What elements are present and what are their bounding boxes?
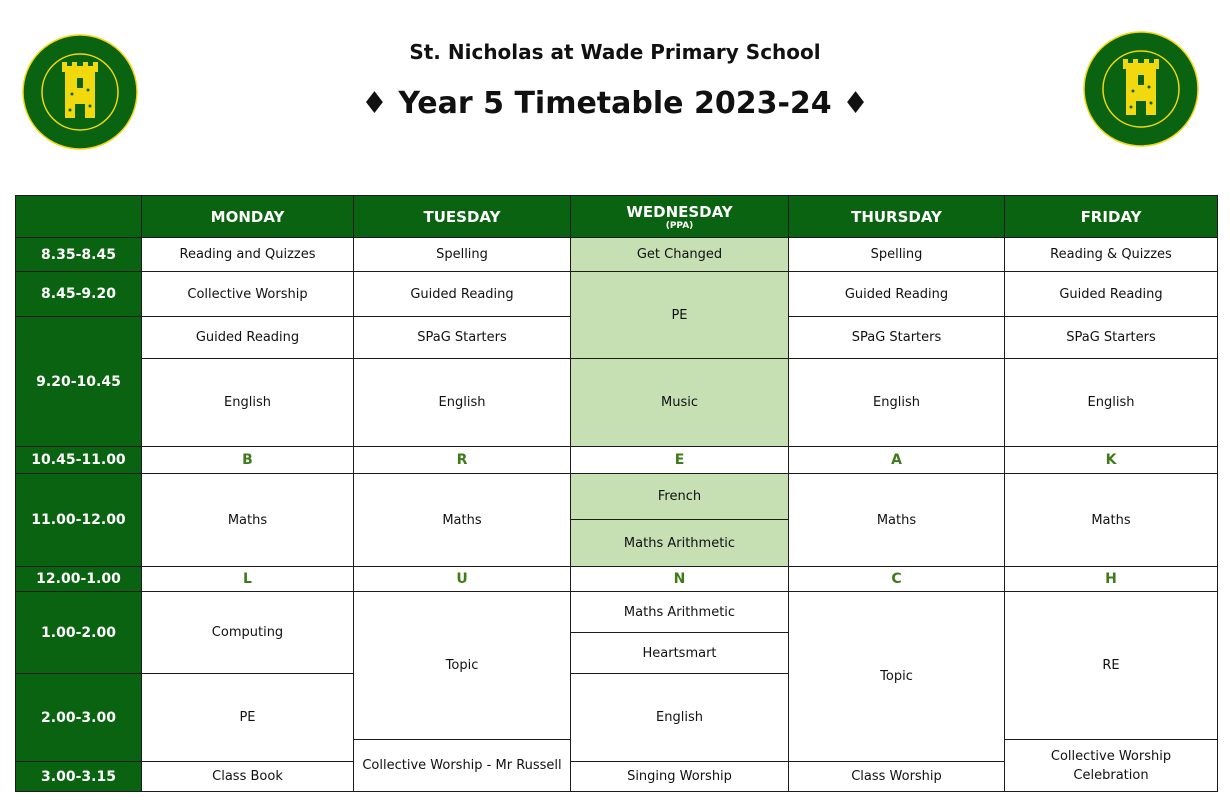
lesson-cell: SPaG Starters [354, 317, 571, 359]
day-header-friday: FRIDAY [1005, 196, 1218, 238]
lesson-cell: French [571, 474, 789, 520]
lesson-cell: Spelling [354, 238, 571, 272]
lesson-cell: Maths [354, 474, 571, 567]
break-row [16, 447, 1218, 474]
lunch-row [16, 567, 1218, 592]
day-header-monday: MONDAY [142, 196, 354, 238]
lesson-cell: Get Changed [571, 238, 789, 272]
lesson-cell: Music [571, 359, 789, 447]
time-slot: 2.00-3.00 [16, 674, 142, 762]
table-row [16, 272, 1218, 317]
lesson-cell: Computing [142, 592, 354, 674]
lunch-letter: U [354, 567, 571, 592]
table-row [16, 359, 1218, 447]
time-slot: 8.35-8.45 [16, 238, 142, 272]
school-name: St. Nicholas at Wade Primary School [409, 40, 821, 64]
lesson-cell: English [789, 359, 1005, 447]
break-letter: B [142, 447, 354, 474]
table-row [16, 474, 1218, 520]
time-slot: 8.45-9.20 [16, 272, 142, 317]
lunch-letter: H [1005, 567, 1218, 592]
break-letter: E [571, 447, 789, 474]
lesson-cell: RE [1005, 592, 1218, 740]
lesson-cell: Maths [789, 474, 1005, 567]
lesson-cell: English [354, 359, 571, 447]
header-row [16, 196, 1218, 238]
day-header-thursday: THURSDAY [789, 196, 1005, 238]
time-slot: 12.00-1.00 [16, 567, 142, 592]
friday-worship-line: Collective Worship Celebration [1050, 748, 1172, 783]
break-letter: K [1005, 447, 1218, 474]
lesson-cell [1005, 740, 1218, 792]
lunch-letter: C [789, 567, 1005, 592]
lesson-cell: PE [571, 272, 789, 359]
lesson-cell: Class Worship [789, 762, 1005, 792]
timetable [15, 195, 1218, 792]
lesson-cell: Maths [1005, 474, 1218, 567]
lesson-cell: PE [142, 674, 354, 762]
time-slot: 3.00-3.15 [16, 762, 142, 792]
corner-cell [16, 196, 142, 238]
lesson-cell: Guided Reading [1005, 272, 1218, 317]
lesson-cell: Topic [354, 592, 571, 740]
day-header-wednesday [571, 196, 789, 238]
lesson-cell: Maths [142, 474, 354, 567]
time-slot: 1.00-2.00 [16, 592, 142, 674]
ppa-note: (PPA) [665, 220, 694, 231]
lesson-cell: Class Book [142, 762, 354, 792]
lesson-cell: Collective Worship [142, 272, 354, 317]
lesson-cell: Topic [789, 592, 1005, 762]
lesson-cell: Guided Reading [142, 317, 354, 359]
lesson-cell: Guided Reading [354, 272, 571, 317]
lunch-letter: L [142, 567, 354, 592]
table-row [16, 238, 1218, 272]
lesson-cell: Spelling [789, 238, 1005, 272]
lesson-cell: Collective Worship - Mr Russell [354, 740, 571, 792]
lesson-cell: English [142, 359, 354, 447]
time-slot: 11.00-12.00 [16, 474, 142, 567]
time-slot: 10.45-11.00 [16, 447, 142, 474]
day-header-tuesday: TUESDAY [354, 196, 571, 238]
lesson-cell: Maths Arithmetic [571, 520, 789, 567]
lesson-cell: English [571, 674, 789, 762]
lesson-cell: SPaG Starters [1005, 317, 1218, 359]
lesson-cell: Heartsmart [571, 633, 789, 674]
lesson-cell: Reading & Quizzes [1005, 238, 1218, 272]
lesson-cell: Singing Worship [571, 762, 789, 792]
time-slot: 9.20-10.45 [16, 317, 142, 447]
day-label-wednesday: WEDNESDAY [626, 202, 733, 221]
break-letter: R [354, 447, 571, 474]
page-title: ♦ Year 5 Timetable 2023-24 ♦ [361, 86, 869, 121]
lesson-cell: SPaG Starters [789, 317, 1005, 359]
break-letter: A [789, 447, 1005, 474]
lesson-cell: English [1005, 359, 1218, 447]
lesson-cell: Maths Arithmetic [571, 592, 789, 633]
table-row [16, 592, 1218, 633]
lesson-cell: Guided Reading [789, 272, 1005, 317]
lunch-letter: N [571, 567, 789, 592]
lesson-cell: Reading and Quizzes [142, 238, 354, 272]
